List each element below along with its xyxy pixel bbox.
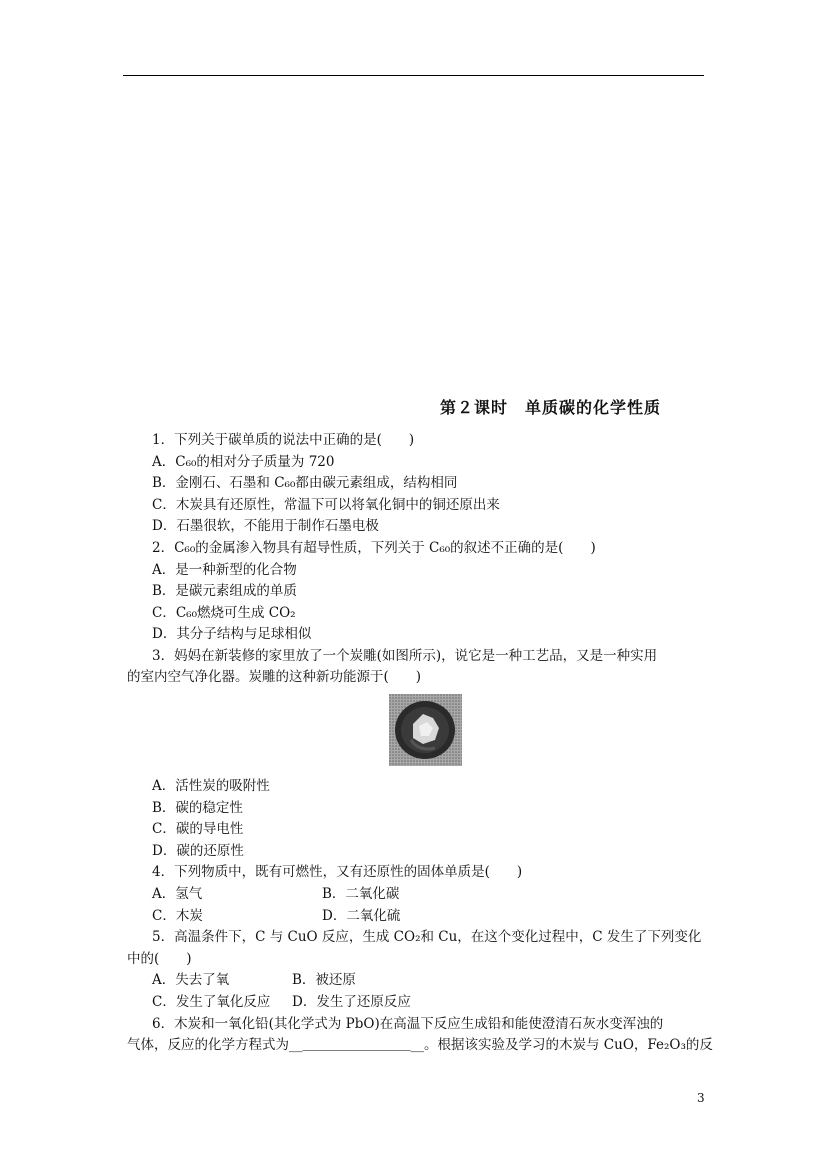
question-1: 1．下列关于碳单质的说法中正确的是( ) [152,432,415,448]
q4-option-a: A．氢气 [152,886,203,902]
q4-option-b: B．二氧化碳 [322,886,400,902]
question-5: 5．高温条件下，C 与 CuO 反应，生成 CO₂和 Cu，在这个变化过程中，C 发生了下列变化 [152,929,702,945]
question-4: 4．下列物质中，既有可燃性，又有还原性的固体单质是( ) [152,864,523,880]
q1-option-c: C．木炭具有还原性，常温下可以将氧化铜中的铜还原出来 [152,497,500,513]
q1-option-a: A．C₆₀的相对分子质量为 720 [152,454,335,470]
q4-option-c: C．木炭 [152,908,203,924]
question-2: 2．C₆₀的金属渗入物具有超导性质，下列关于 C₆₀的叙述不正确的是( ) [152,540,596,556]
question-6: 6．木炭和一氧化铅(其化学式为 PbO)在高温下反应生成铅和能使澄清石灰水变浑浊的 [152,1016,664,1032]
q3-option-b: B．碳的稳定性 [152,800,243,816]
q2-option-a: A．是一种新型的化合物 [152,562,297,578]
q3-option-c: C．碳的导电性 [152,821,244,837]
question-3-continued: 的室内空气净化器。炭雕的这种新功能源于( ) [127,669,422,685]
page-number: 3 [697,1091,705,1105]
section-title: 第２课时 单质碳的化学性质 [440,398,662,417]
question-6-continued: 气体，反应的化学方程式为__＿＿＿＿＿＿＿＿__。根据该实验及学习的木炭与 CuO，Fe₂O₃的反 [127,1037,713,1053]
q3-option-a: A．活性炭的吸附性 [152,778,270,794]
q5-option-d: D．发生了还原反应 [292,994,411,1010]
q3-option-d: D．碳的还原性 [152,843,244,859]
q2-option-d: D．其分子结构与足球相似 [152,626,312,642]
q5-option-a: A．失去了氧 [152,972,230,988]
header-rule [123,75,704,76]
q2-option-c: C．C₆₀燃烧可生成 CO₂ [152,605,296,621]
q1-option-d: D．石墨很软，不能用于制作石墨电极 [152,518,379,534]
q5-option-b: B．被还原 [292,972,356,988]
question-5-continued: 中的( ) [127,951,192,967]
q1-option-b: B．金刚石、石墨和 C₆₀都由碳元素组成，结构相同 [152,475,458,491]
q5-option-c: C．发生了氧化反应 [152,994,271,1010]
q2-option-b: B．是碳元素组成的单质 [152,583,297,599]
q4-option-d: D．二氧化硫 [322,908,401,924]
charcoal-carving-image [389,694,462,766]
question-3: 3．妈妈在新装修的家里放了一个炭雕(如图所示)，说它是一种工艺品，又是一种实用 [152,648,658,664]
